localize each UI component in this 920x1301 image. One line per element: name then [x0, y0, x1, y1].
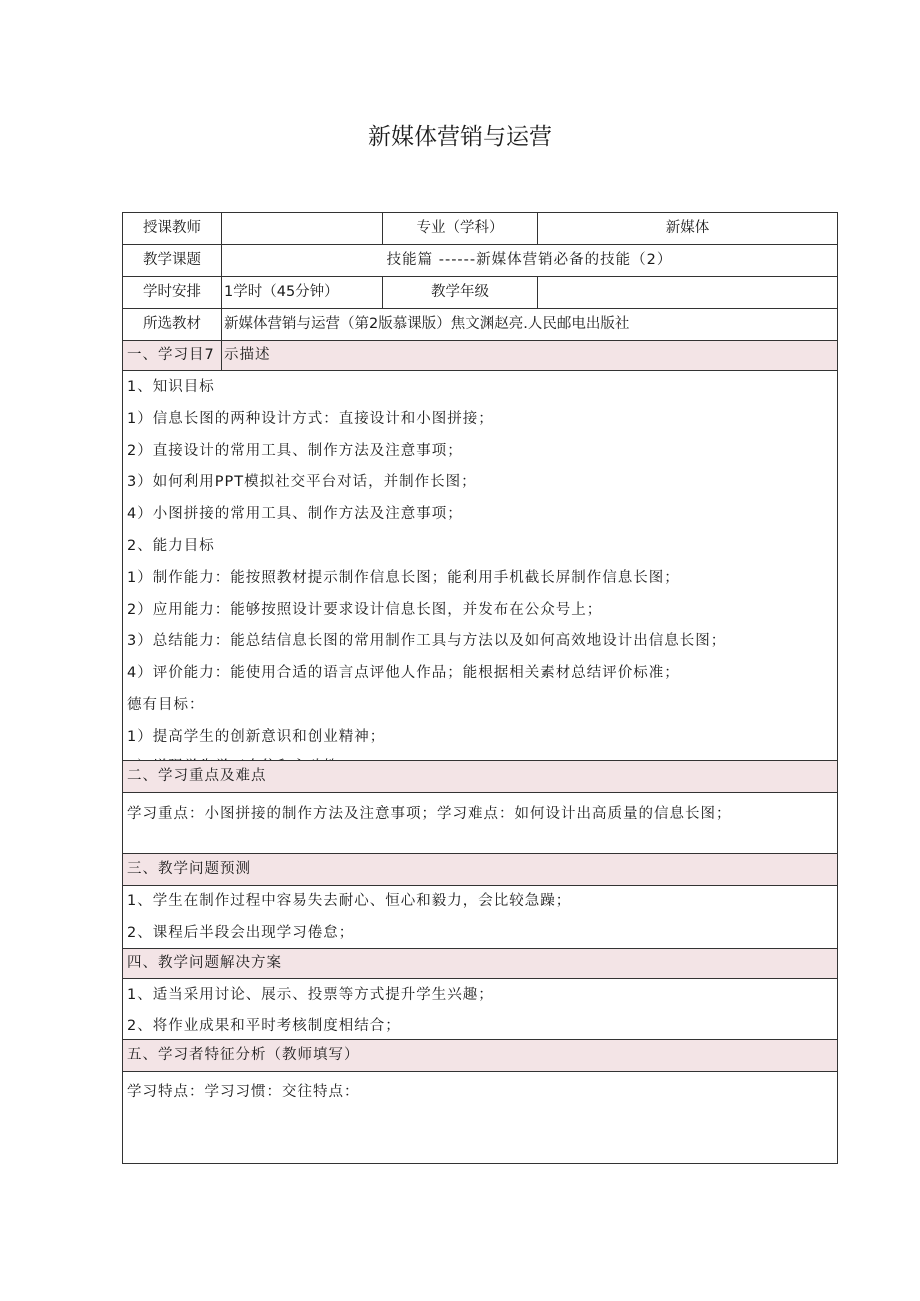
section-2-header [123, 761, 837, 793]
section-3-body [123, 886, 837, 949]
hours-label: 学时安排 [123, 277, 222, 308]
objective-line: 2）直接设计的常用工具、制作方法及注意事项； [127, 443, 463, 459]
learner-traits-line: 学习特点：学习习惯：交往特点： [127, 1084, 360, 1100]
textbook-label: 所选教材 [123, 309, 222, 340]
objective-line: 1、知识目标 [127, 379, 215, 395]
textbook-value: 新媒体营销与运营（第2版慕课版）焦文渊赵亮.人民邮电出版社 [224, 316, 630, 332]
section-1-body [123, 371, 837, 761]
teacher-label: 授课教师 [123, 213, 222, 244]
section-1-title-a: 一、学习目7 [123, 341, 222, 370]
section-2-title: 二、学习重点及难点 [127, 768, 267, 784]
grade-value [538, 277, 837, 308]
section-4-body [123, 979, 837, 1040]
row-textbook [123, 309, 837, 341]
solution-line: 1、适当采用讨论、展示、投票等方式提升学生兴趣； [127, 987, 494, 1003]
page-title: 新媒体营销与运营 [368, 124, 552, 150]
objective-line: 3）如何利用PPT模拟社交平台对话，并制作长图； [127, 474, 477, 490]
objective-line: 2）应用能力：能够按照设计要求设计信息长图，并发布在公众号上； [127, 602, 603, 618]
topic-value: 技能篇 ------新媒体营销必备的技能（2） [386, 252, 673, 268]
major-label: 专业（学科） [383, 213, 538, 244]
objective-line: 4）小图拼接的常用工具、制作方法及注意事项； [127, 506, 463, 522]
section-3-header [123, 854, 837, 886]
section-3-title: 三、教学问题预测 [127, 861, 251, 877]
objective-line: 3）总结能力：能总结信息长图的常用制作工具与方法以及如何高效地设计出信息长图； [127, 633, 727, 649]
key-points-line: 学习重点：小图拼接的制作方法及注意事项；学习难点：如何设计出高质量的信息长图； [127, 806, 732, 822]
row-hours [123, 277, 837, 309]
section-4-title: 四、教学问题解决方案 [127, 955, 282, 971]
section-4-header [123, 949, 837, 979]
row-teacher [123, 213, 837, 245]
objective-line: 1）制作能力：能按照教材提示制作信息长图；能利用手机截长屏制作信息长图； [127, 570, 680, 586]
section-5-body [123, 1072, 837, 1163]
problem-line: 2、课程后半段会出现学习倦怠； [127, 925, 355, 941]
row-topic [123, 245, 837, 277]
topic-label: 教学课题 [123, 245, 222, 276]
lesson-plan-table [122, 212, 838, 1164]
grade-label: 教学年级 [383, 277, 538, 308]
objective-line: 4）评价能力：能使用合适的语言点评他人作品；能根据相关素材总结评价标准； [127, 665, 680, 681]
section-1-header [123, 341, 837, 371]
objective-line: 2、能力目标 [127, 538, 215, 554]
objective-line: 1）信息长图的两种设计方式：直接设计和小图拼接； [127, 411, 494, 427]
section-2-body [123, 793, 837, 854]
section-5-header [123, 1040, 837, 1072]
major-value: 新媒体 [665, 220, 710, 236]
objective-line: 德有目标： [127, 697, 205, 713]
problem-line: 1、学生在制作过程中容易失去耐心、恒心和毅力，会比较急躁； [127, 893, 572, 909]
solution-line: 2、将作业成果和平时考核制度相结合； [127, 1018, 401, 1034]
objective-line: 1）提高学生的创新意识和创业精神； [127, 729, 386, 745]
section-5-title: 五、学习者特征分析（教师填写） [127, 1047, 360, 1063]
section-1-title-b: 示描述 [224, 347, 271, 363]
teacher-value [222, 213, 383, 244]
hours-value: 1学时（45分钟） [222, 277, 383, 308]
